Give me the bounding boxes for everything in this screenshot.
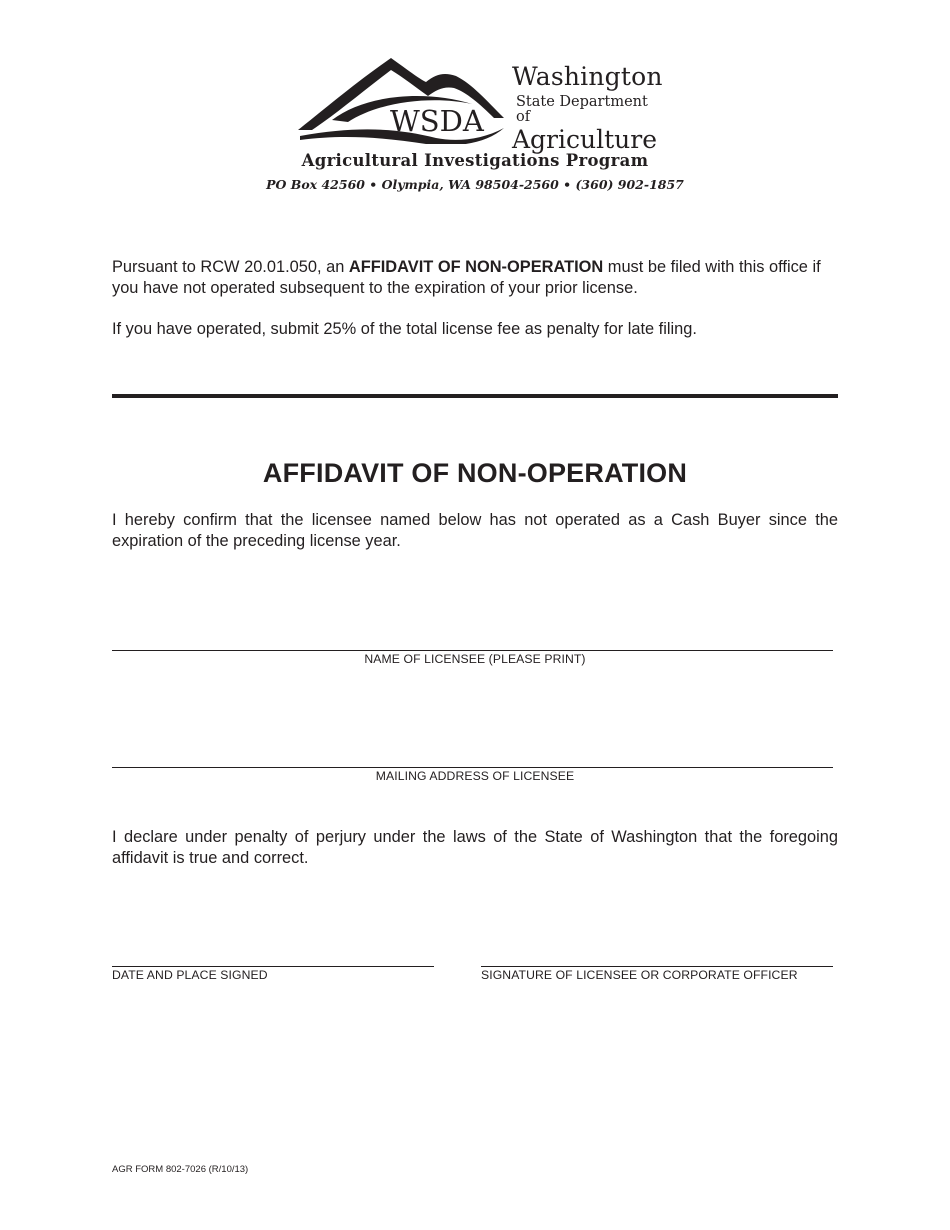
confirmation-paragraph: I hereby confirm that the licensee named below has not operated as a Cash Buyer since the expiration of the preceding license year. bbox=[112, 511, 838, 550]
form-title: AFFIDAVIT OF NON-OPERATION bbox=[262, 458, 688, 488]
declaration-paragraph: I declare under penalty of perjury under the laws of the State of Washington that the foregoing affidavit is true and correct. bbox=[112, 828, 838, 867]
agency-name-line2: State Department of bbox=[516, 94, 648, 125]
section-divider bbox=[112, 394, 838, 398]
intro-text-prefix: Pursuant to RCW 20.01.050, an bbox=[112, 258, 349, 276]
late-filing-paragraph: If you have operated, submit 25% of the total license fee as penalty for late filing. bbox=[112, 320, 697, 338]
mailing-address-label: MAILING ADDRESS OF LICENSEE bbox=[375, 769, 575, 783]
intro-text-bold: AFFIDAVIT OF NON-OPERATION bbox=[348, 258, 604, 276]
agency-name-line1: Washington bbox=[512, 62, 663, 91]
letterhead-logo bbox=[296, 56, 663, 154]
form-code: AGR FORM 802-7026 (R/10/13) bbox=[112, 1164, 249, 1175]
agency-name bbox=[512, 62, 663, 154]
program-name: Agricultural Investigations Program bbox=[301, 151, 649, 170]
wsda-mountain-logo-icon bbox=[296, 56, 508, 144]
date-place-field[interactable] bbox=[112, 966, 434, 967]
date-place-label: DATE AND PLACE SIGNED bbox=[112, 968, 268, 982]
signature-label: SIGNATURE OF LICENSEE OR CORPORATE OFFICER bbox=[481, 968, 798, 982]
licensee-name-field[interactable] bbox=[112, 650, 833, 651]
wsda-logo-text: WSDA bbox=[390, 104, 484, 138]
intro-text-suffix: must be filed with this office if you have not operated subsequent to the expiration of your prior license. bbox=[112, 258, 821, 297]
mailing-address-field[interactable] bbox=[112, 767, 833, 768]
licensee-name-label: NAME OF LICENSEE (PLEASE PRINT) bbox=[364, 652, 586, 666]
signature-field[interactable] bbox=[481, 966, 833, 967]
program-address: PO Box 42560 • Olympia, WA 98504-2560 • (360) 902-1857 bbox=[266, 177, 684, 192]
agency-name-line3: Agriculture bbox=[512, 125, 657, 154]
intro-paragraph bbox=[112, 257, 838, 298]
